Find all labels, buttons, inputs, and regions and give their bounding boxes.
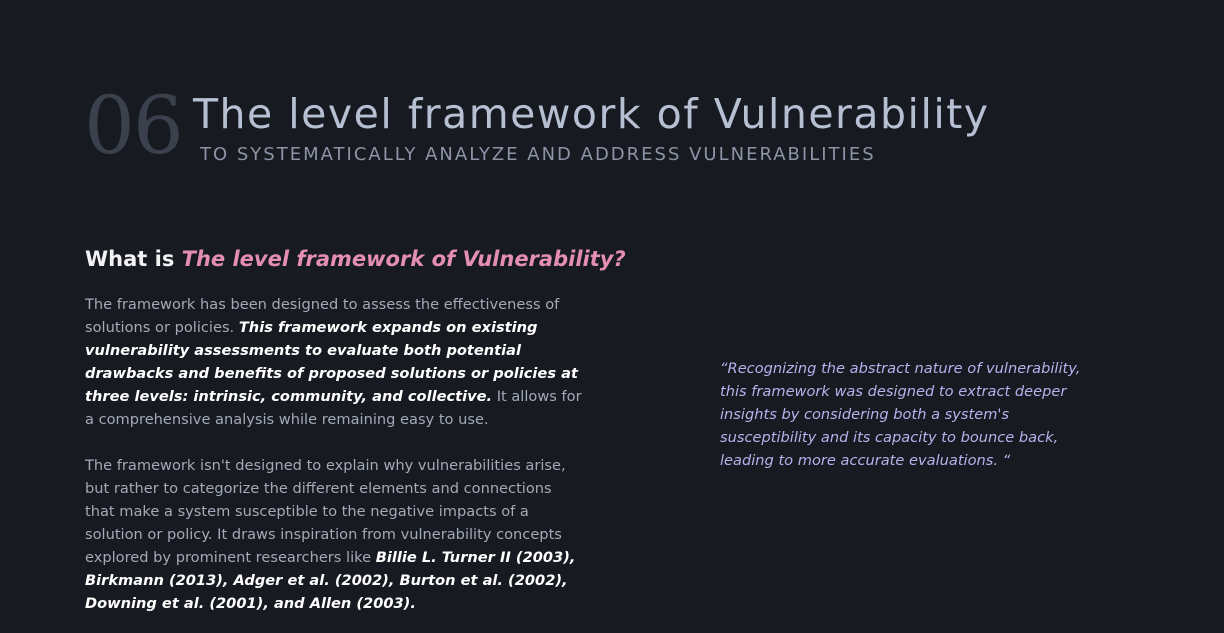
intro-heading-prefix: What is	[85, 247, 182, 271]
intro-heading	[85, 247, 626, 272]
pull-quote: “Recognizing the abstract nature of vulnerability, this framework was designed to extract deeper insights by considering both a system's susceptibility and its capacity to bounce back, leading to more accurate evaluations. “	[720, 360, 1081, 469]
paragraph-1-tail: It allows for a comprehensive analysis while remaining easy to use.	[85, 388, 582, 428]
body-text-column	[85, 293, 585, 615]
paragraph-2-lead: The framework isn't designed to explain why vulnerabilities arise, but rather to categorize the different elements and connections that make a system susceptible to the negative impacts of a solution or policy. It draws inspiration from vulnerability concepts explored by prominent researchers like	[85, 457, 566, 566]
paragraph-1	[85, 293, 585, 431]
intro-heading-emphasis: The level framework of Vulnerability?	[181, 247, 626, 271]
paragraph-2-bold: Billie L. Turner II (2003), Birkmann (2013), Adger et al. (2002), Burton et al. (2002), Downing et al. (2001), and Allen (2003).	[85, 549, 576, 612]
paragraph-2	[85, 454, 585, 615]
section-number: 06	[84, 79, 182, 172]
paragraph-1-bold: This framework expands on existing vulnerability assessments to evaluate both potential drawbacks and benefits of proposed solutions or policies at three levels: intrinsic, community, and collective.	[85, 319, 578, 405]
page-subtitle: TO SYSTEMATICALLY ANALYZE AND ADDRESS VULNERABILITIES	[200, 144, 876, 165]
page-title: The level framework of Vulnerability	[193, 90, 990, 138]
paragraph-1-lead: The framework has been designed to assess the effectiveness of solutions or policies.	[85, 296, 560, 336]
